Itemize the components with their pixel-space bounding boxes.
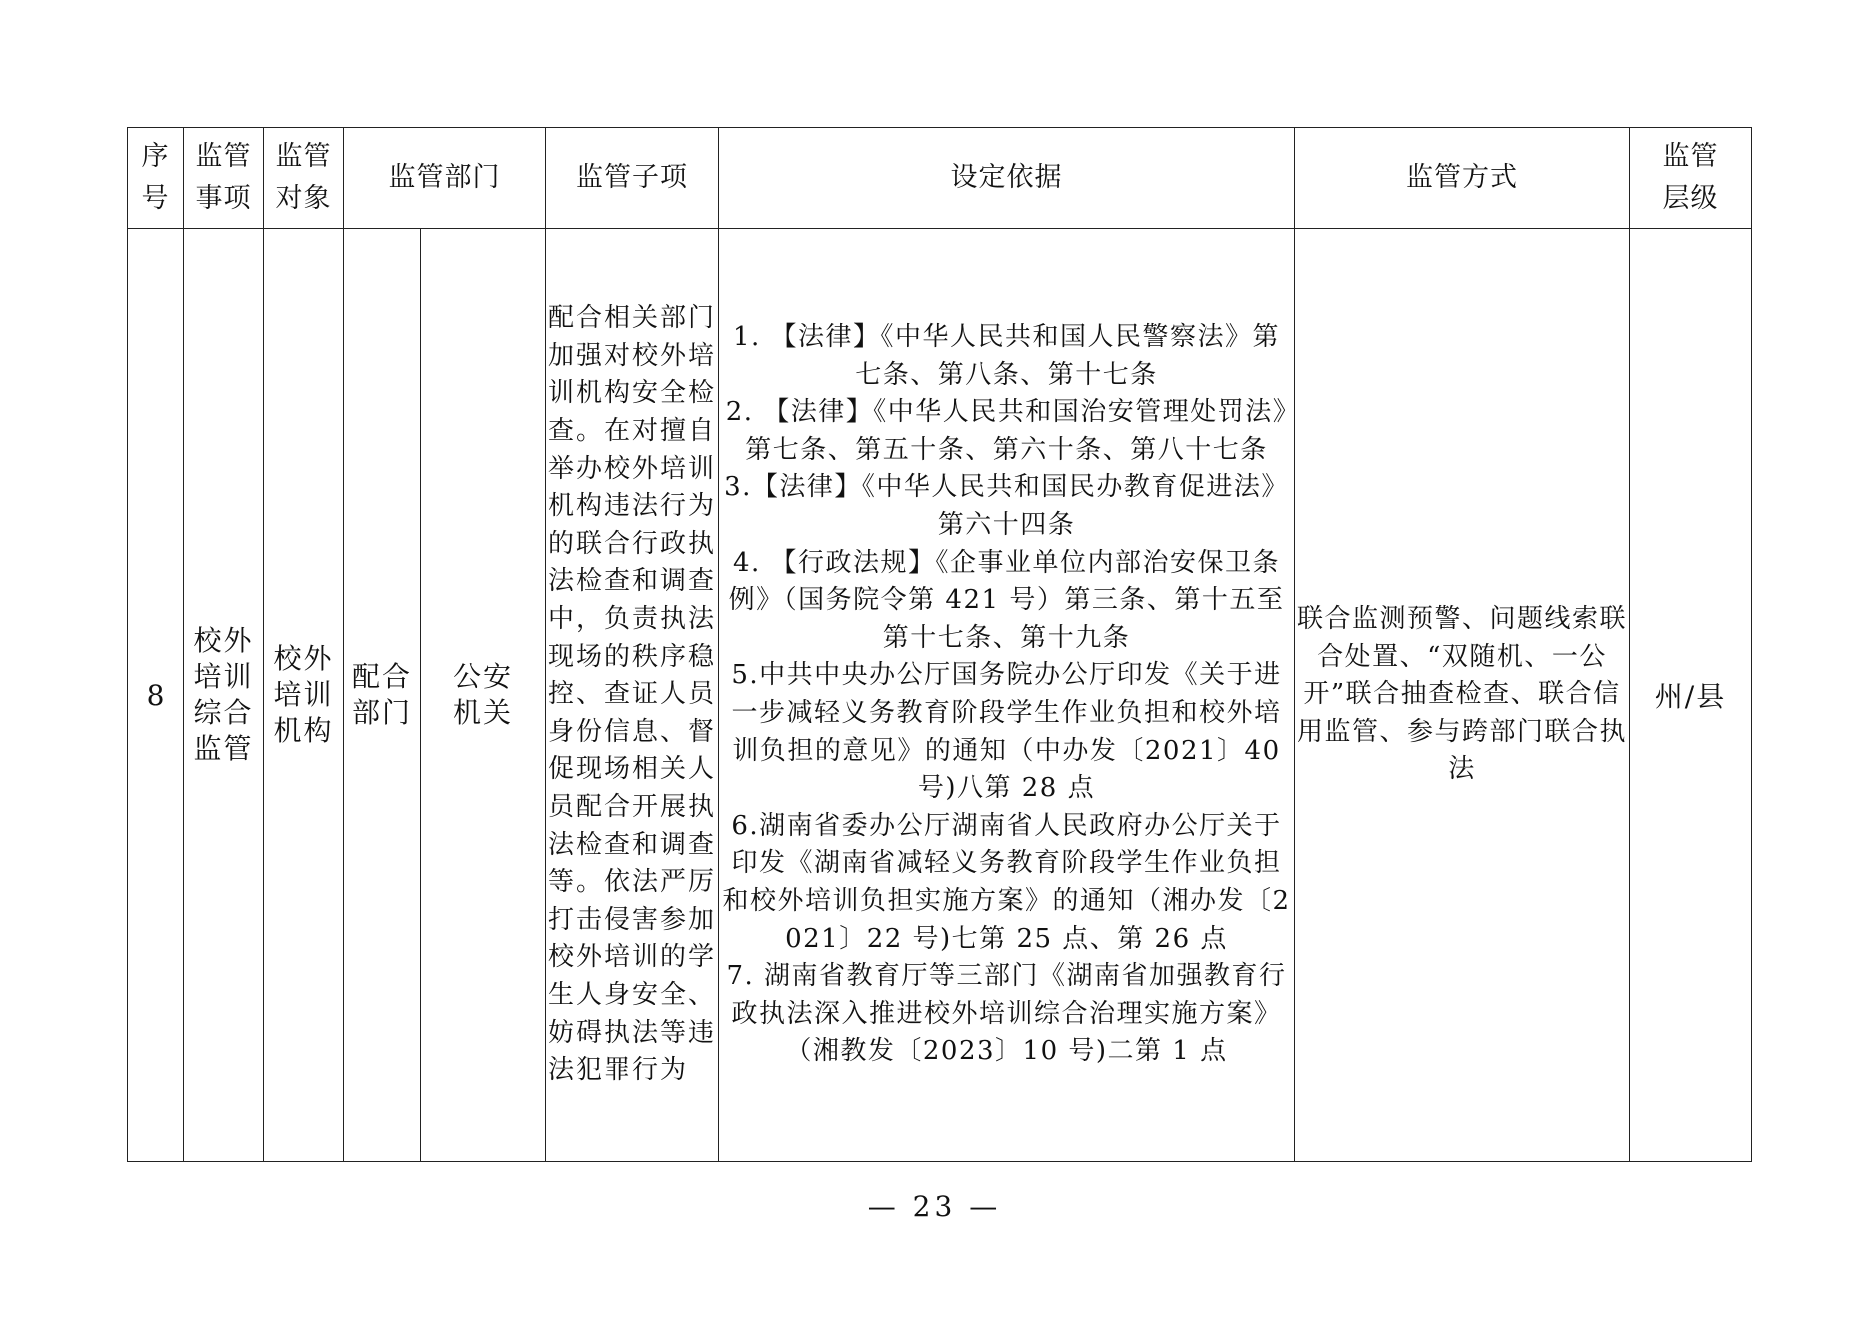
header-dept: 监管部门 — [344, 128, 546, 229]
table-row — [128, 229, 1752, 1162]
header-item: 监管 事项 — [184, 128, 264, 229]
cell-dept-role: 配合 部门 — [344, 229, 421, 1162]
basis-item: 3.【法律】《中华人民共和国民办教育促进法》第六十四条 — [724, 472, 1289, 541]
cell-seq: 8 — [128, 229, 184, 1162]
header-object: 监管 对象 — [264, 128, 344, 229]
cell-level: 州/县 — [1630, 229, 1752, 1162]
cell-subitem: 配合相关部门加强对校外培训机构安全检查。在对擅自举办校外培训机构违法行为的联合行政执法检查和调查中，负责执法现场的秩序稳控、查证人员身份信息、督促现场相关人员配合开展执法检查和调查等。依法严厉打击侵害参加校外培训的学生人身安全、妨碍执法等违法犯罪行为 — [546, 229, 719, 1162]
cell-method: 联合监测预警、问题线索联合处置、“双随机、一公开”联合抽查检查、联合信用监管、参与跨部门联合执法 — [1295, 229, 1630, 1162]
basis-item: 7. 湖南省教育厅等三部门《湖南省加强教育行政执法深入推进校外培训综合治理实施方案》（湘教发〔2023〕10 号)二第 1 点 — [726, 961, 1287, 1067]
header-subitem: 监管子项 — [546, 128, 719, 229]
cell-dept-name: 公安 机关 — [421, 229, 546, 1162]
basis-item: 6.湖南省委办公厅湖南省人民政府办公厅关于印发《湖南省减轻义务教育阶段学生作业负担和校外培训负担实施方案》的通知（湘办发〔2021〕22 号)七第 25 点、第 26 点 — [722, 810, 1291, 954]
page-number: — 23 — — [867, 1190, 1002, 1223]
regulation-table — [127, 127, 1752, 1162]
cell-item: 校外 培训 综合 监管 — [184, 229, 264, 1162]
header-seq: 序 号 — [128, 128, 184, 229]
header-row — [128, 128, 1752, 229]
cell-basis — [719, 229, 1295, 1162]
header-method: 监管方式 — [1295, 128, 1630, 229]
header-basis: 设定依据 — [719, 128, 1295, 229]
header-level: 监管 层级 — [1630, 128, 1752, 229]
basis-item: 5.中共中央办公厅国务院办公厅印发《关于进一步减轻义务教育阶段学生作业负担和校外培训负担的意见》的通知（中办发〔2021〕40号)八第 28 点 — [731, 660, 1282, 804]
basis-item: 2. 【法律】《中华人民共和国治安管理处罚法》第七条、第五十条、第六十条、第八十七条 — [725, 397, 1288, 465]
basis-item: 1. 【法律】《中华人民共和国人民警察法》第七条、第八条、第十七条 — [732, 322, 1281, 390]
cell-object: 校外 培训 机构 — [264, 229, 344, 1162]
basis-item: 4. 【行政法规】《企事业单位内部治安保卫条例》（国务院令第 421 号）第三条、第十五至第十七条、第十九条 — [728, 547, 1285, 653]
